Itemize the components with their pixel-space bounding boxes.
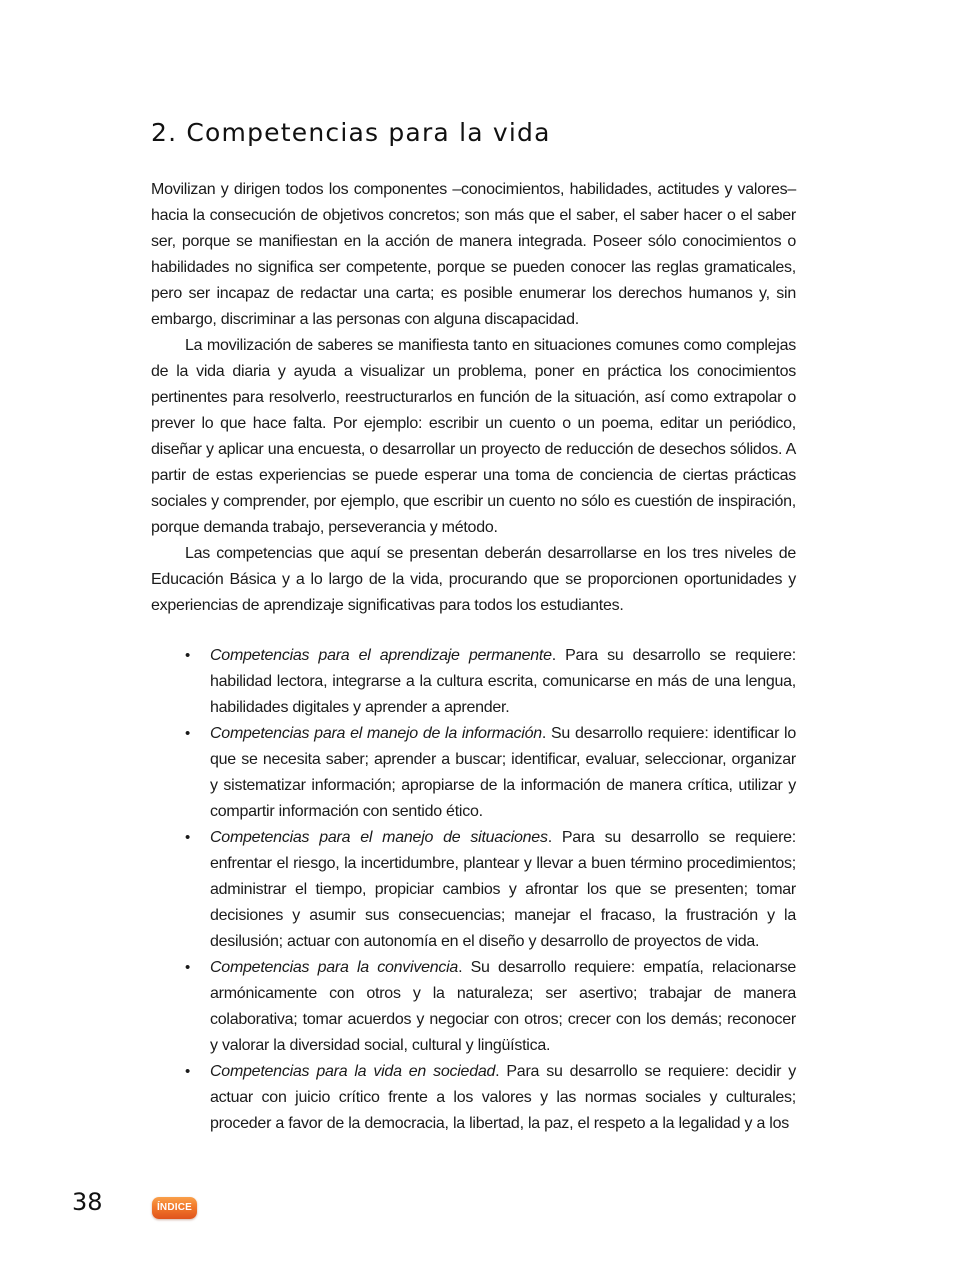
paragraph-mobilization: La movilización de saberes se manifiesta tanto en situaciones comunes como complejas de la vida diaria y ayuda a visualizar un problema, poner en práctica los conocimientos pertinentes para resolverlo, reestructurarlos en función de la situación, así como extrapolar o prever lo que hace falta. Por ejemplo: escribir un cuento o un poema, editar un periódico, diseñar y aplicar una encuesta, o desarrollar un proyecto de reducción de desechos sólidos. A partir de estas experiencias se puede esperar una toma de conciencia de ciertas prácticas sociales y comprender, por ejemplo, que escribir un cuento no sólo es cuestión de inspiración, porque demanda trabajo, perseverancia y método.	[151, 337, 796, 536]
competencies-list	[151, 643, 796, 1137]
paragraph-intro: Movilizan y dirigen todos los componentes –conocimientos, habilidades, actitudes y valores– hacia la consecución de objetivos concretos; son más que el saber, el saber hacer o el saber ser, porque se manifiestan en la acción de manera integrada. Poseer sólo conocimientos o habilidades no significa ser competente, porque se pueden conocer las reglas gramaticales, pero ser incapaz de redactar una carta; es posible enumerar los derechos humanos y, sin embargo, discriminar a las personas con alguna discapacidad.	[151, 181, 796, 328]
bullet-icon: •	[185, 959, 191, 976]
competency-item-information	[185, 721, 797, 825]
competency-item-society	[185, 1059, 796, 1137]
competency-name: Competencias para la convivencia	[210, 959, 459, 976]
competency-name: Competencias para el manejo de situaciones	[210, 829, 548, 846]
index-button[interactable]: ÍNDICE	[152, 1197, 197, 1219]
section-title: 2. Competencias para la vida	[151, 118, 551, 147]
competency-description: . Para su desarrollo se requiere: decidir y actuar con juicio crítico frente a los valores y las normas sociales y culturales; proceder a favor de la democracia, la libertad, la paz, el respeto a la legalidad y a los	[210, 1063, 796, 1132]
competency-description: . Para su desarrollo se requiere: habilidad lectora, integrarse a la cultura escrita, comunicarse en más de una lengua, habilidades digitales y aprender a aprender.	[210, 647, 797, 716]
competency-description: . Para su desarrollo se requiere: enfrentar el riesgo, la incertidumbre, plantear y llevar a buen término procedimientos; administrar el tiempo, propiciar cambios y afrontar los que se presenten; tomar decisiones y asumir sus consecuencias; manejar el fracaso, la frustración y la desilusión; actuar con autonomía en el diseño y desarrollo de proyectos de vida.	[210, 829, 797, 950]
bullet-icon: •	[185, 647, 191, 664]
competency-item-permanent-learning	[185, 643, 797, 721]
competency-name: Competencias para el aprendizaje permanente	[210, 647, 552, 664]
competency-item-situations	[185, 825, 797, 955]
competency-item-coexistence	[185, 955, 796, 1059]
bullet-icon: •	[185, 829, 191, 846]
bullet-icon: •	[185, 1063, 191, 1080]
section-body	[151, 177, 796, 1137]
paragraph-levels: Las competencias que aquí se presentan deberán desarrollarse en los tres niveles de Educación Básica y a lo largo de la vida, procurando que se proporcionen oportunidades y experiencias de aprendizaje significativas para todos los estudiantes.	[151, 545, 796, 614]
bullet-icon: •	[185, 725, 191, 742]
page-number: 38	[72, 1188, 103, 1216]
competency-name: Competencias para la vida en sociedad	[210, 1063, 496, 1080]
competency-name: Competencias para el manejo de la información	[210, 725, 542, 742]
competency-description: . Su desarrollo requiere: empatía, relacionarse armónicamente con otros y la naturaleza; ser asertivo; trabajar de manera colaborativa; tomar acuerdos y negociar con otros; crecer con los demás; reconocer y valorar la diversidad social, cultural y lingüística.	[210, 959, 796, 1054]
competency-description: . Su desarrollo requiere: identificar lo que se necesita saber; aprender a buscar; identificar, evaluar, seleccionar, organizar y sistematizar información; apropiarse de la información de manera crítica, utilizar y compartir información con sentido ético.	[210, 725, 797, 820]
